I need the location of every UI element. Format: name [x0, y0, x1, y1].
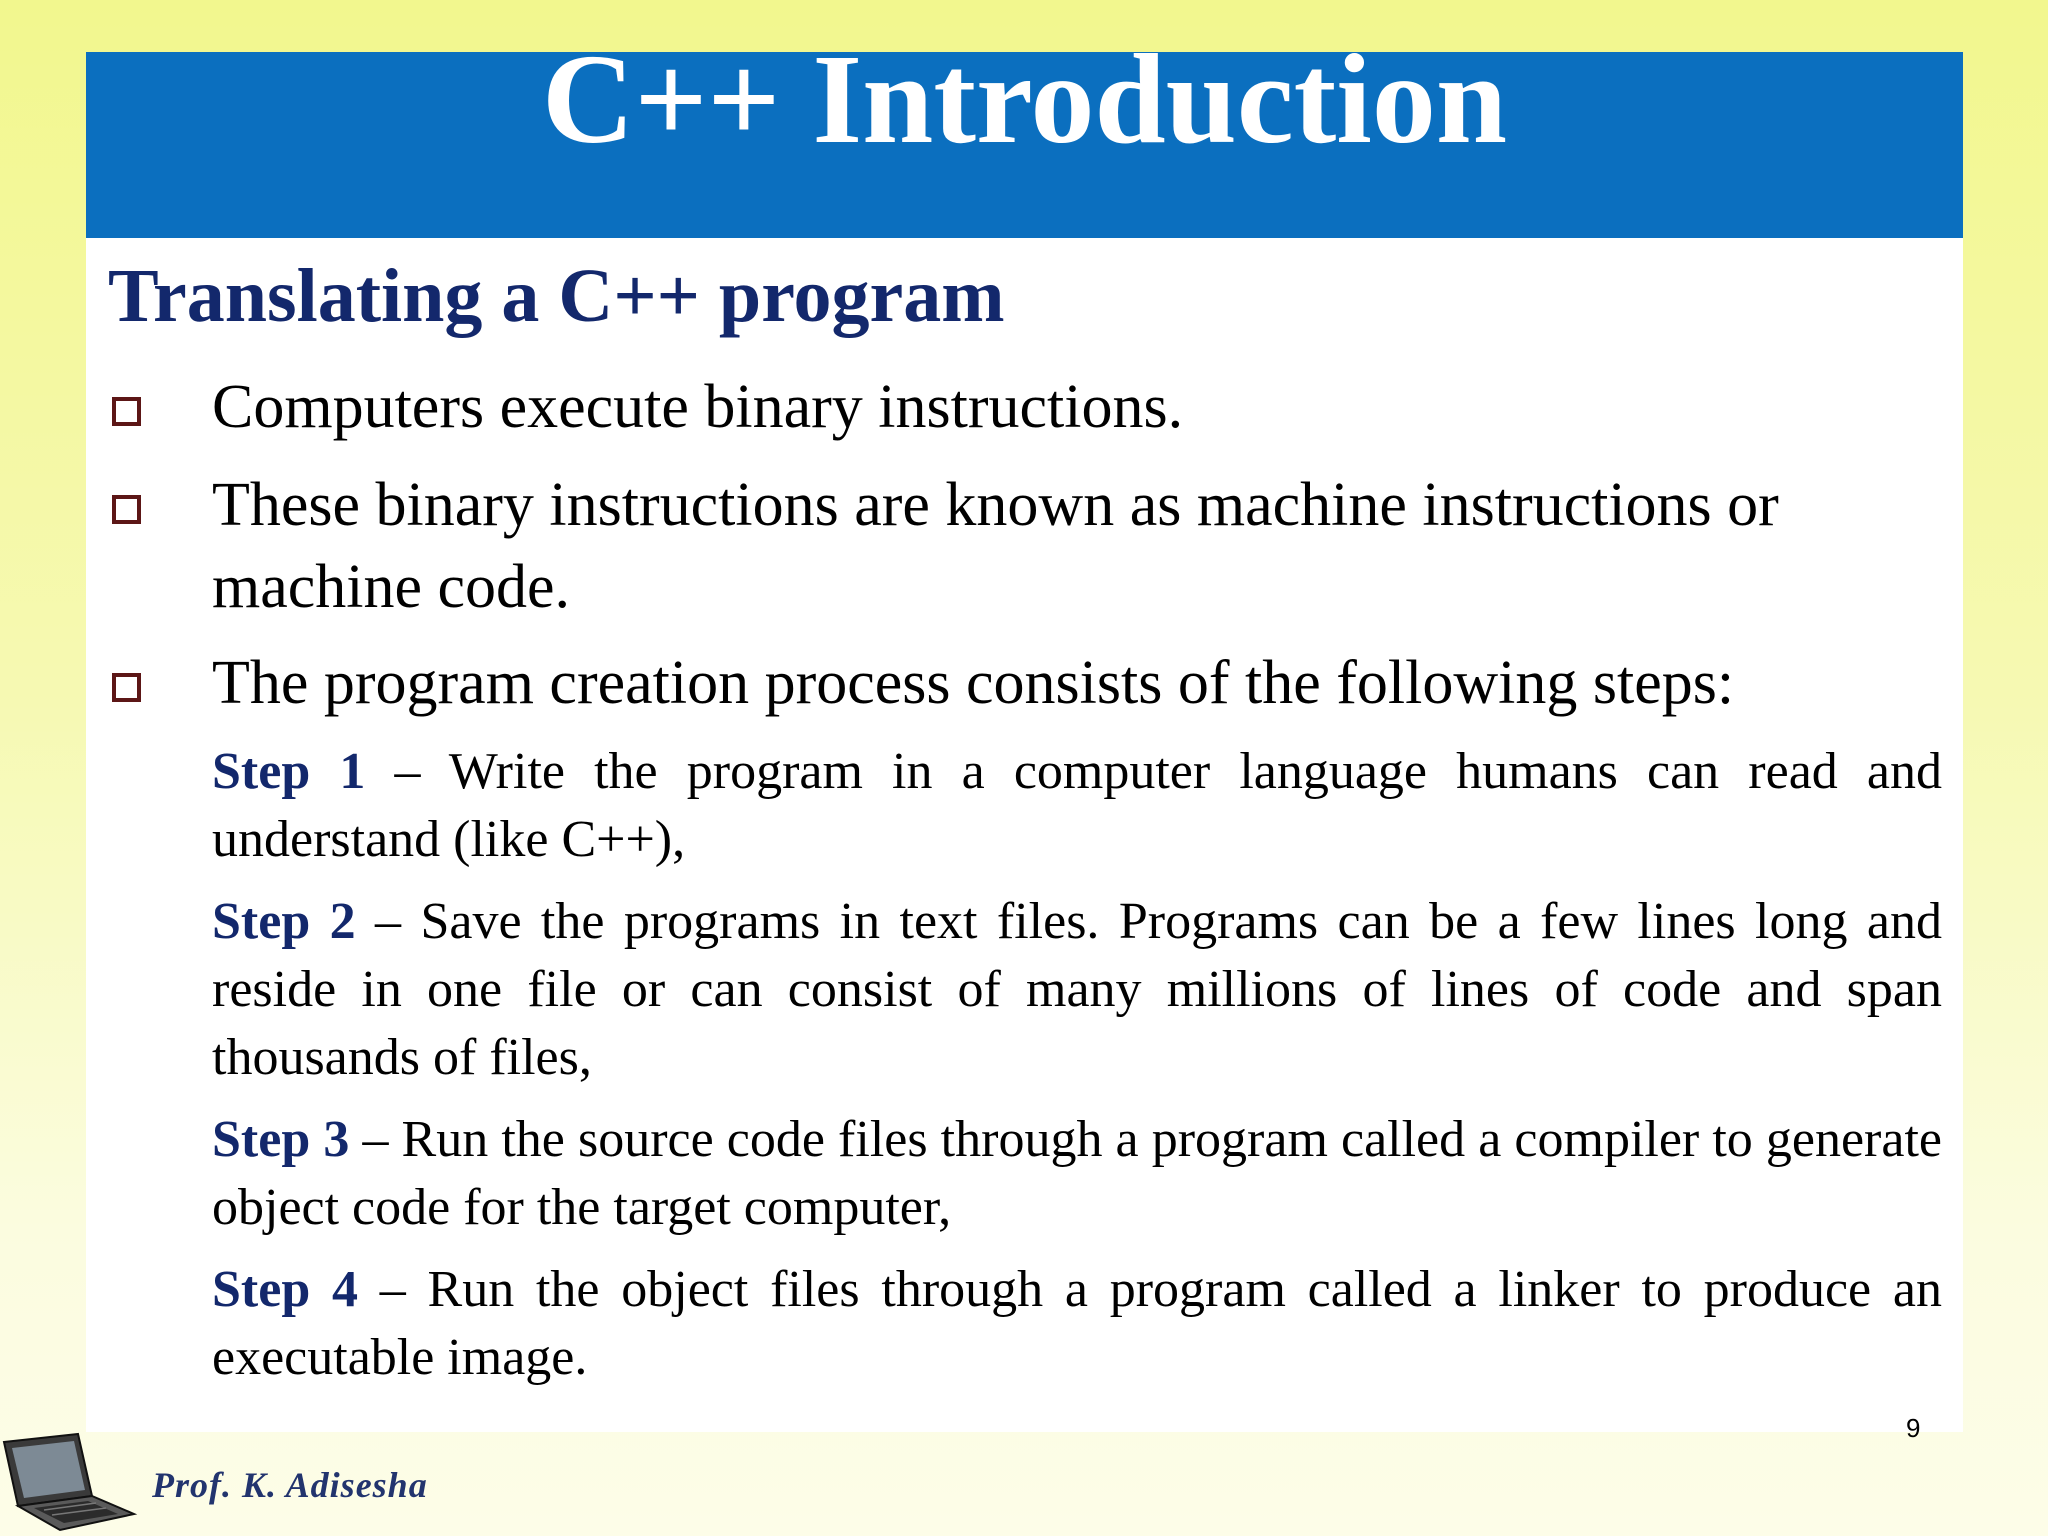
bullet-text-2: These binary instructions are known as machine instructions or machine code. — [212, 471, 1779, 621]
steps-list — [212, 738, 1942, 1406]
bullet-text-3: The program creation process consists of the following steps: — [212, 649, 1735, 717]
step-label: Step 4 — [212, 1261, 358, 1318]
step-text: – Write the program in a computer language humans can read and understand (like C++), — [212, 743, 1942, 868]
square-bullet-icon — [112, 397, 141, 426]
step-text: – Save the programs in text files. Programs can be a few lines long and reside in one file or can consist of many millions of lines of code and span thousands of files, — [212, 893, 1942, 1086]
slide-title: C++ Introduction — [542, 28, 1507, 171]
step-label: Step 3 — [212, 1111, 350, 1168]
page-number: 9 — [1906, 1413, 1921, 1443]
laptop-icon — [0, 1430, 140, 1536]
step-text: – Run the object files through a program called a linker to produce an executable image. — [212, 1261, 1942, 1386]
section-heading: Translating a C++ program — [108, 254, 1005, 338]
step-item-1 — [212, 738, 1942, 874]
bullet-text-1: Computers execute binary instructions. — [212, 373, 1184, 441]
step-item-2 — [212, 888, 1942, 1092]
square-bullet-icon — [112, 495, 141, 524]
step-text: – Run the source code files through a program called a compiler to generate object code for the target computer, — [212, 1111, 1942, 1236]
square-bullet-icon — [112, 673, 141, 702]
step-label: Step 2 — [212, 893, 356, 950]
title-bar — [86, 28, 1963, 238]
step-label: Step 1 — [212, 743, 366, 800]
step-item-4 — [212, 1256, 1942, 1392]
step-item-3 — [212, 1106, 1942, 1242]
author-signature: Prof. K. Adisesha — [152, 1465, 428, 1505]
footer — [0, 1430, 445, 1536]
